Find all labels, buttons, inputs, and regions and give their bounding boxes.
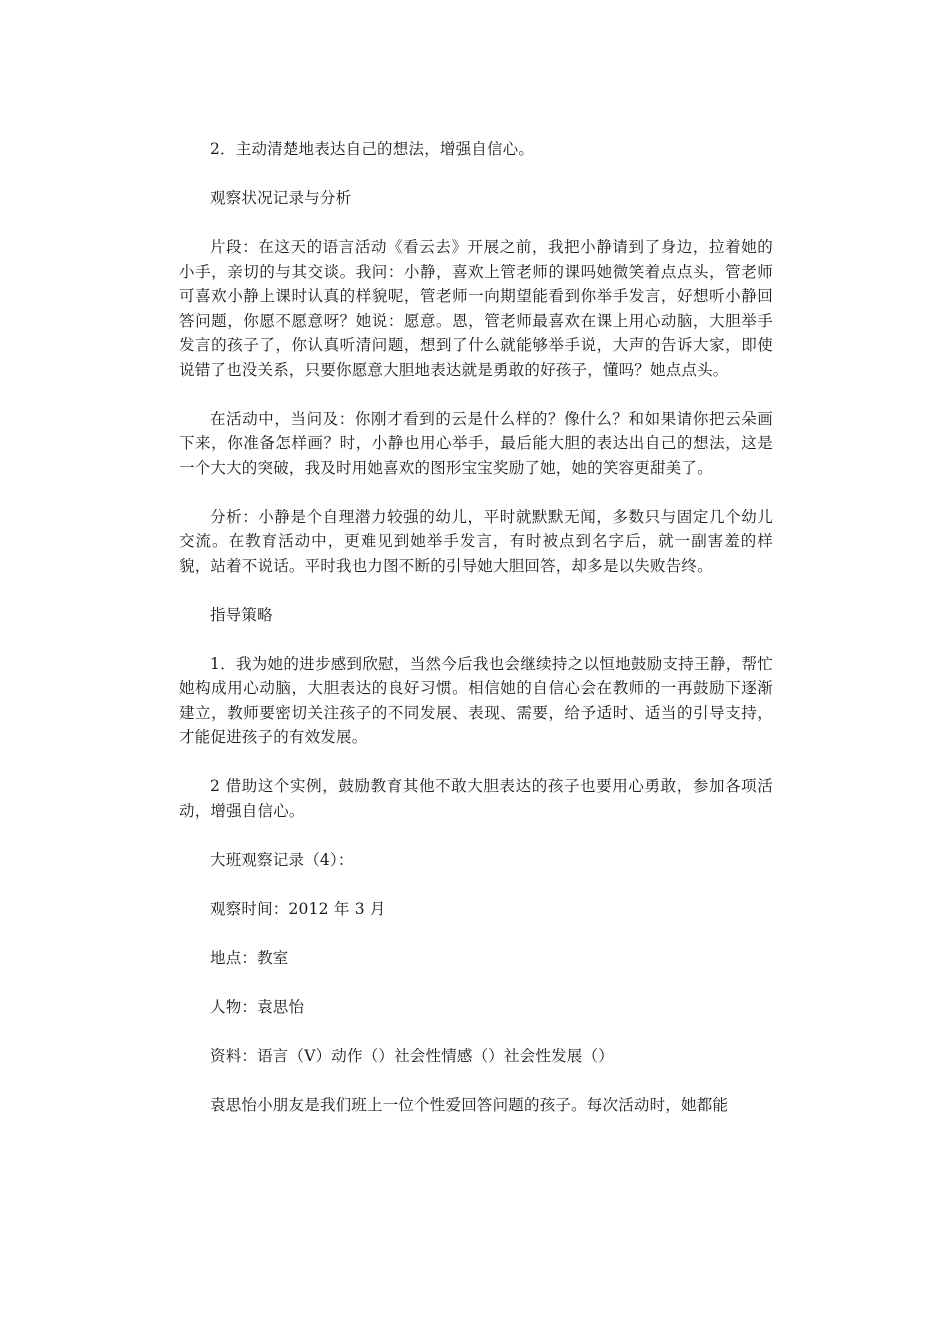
heading-guidance-strategy: 指导策略	[210, 605, 273, 624]
field-location: 地点：教室	[210, 948, 289, 967]
paragraph-strategy-1: 1．我为她的进步感到欣慰，当然今后我也会继续持之以恒地鼓励支持王静，帮忙她构成用心动脑，大胆表达的良好习惯。相信她的自信心会在教师的一再鼓励下逐渐建立，教师要密切关注孩子的不同发展、表现、需要，给予适时、适当的引导支持，才能促进孩子的有效发展。	[179, 654, 773, 746]
document-body	[179, 137, 773, 1142]
heading-observation-record: 观察状况记录与分析	[210, 189, 352, 207]
field-observation-time: 观察时间：2012 年 3 月	[210, 899, 386, 918]
paragraph-intro-yuan: 袁思怡小朋友是我们班上一位个性爱回答问题的孩子。每次活动时，她都能	[210, 1095, 729, 1114]
heading-record-4: 大班观察记录（4）：	[210, 850, 354, 869]
paragraph-fragment: 片段：在这天的语言活动《看云去》开展之前，我把小静请到了身边，拉着她的小手，亲切的与其交谈。我问：小静，喜欢上管老师的课吗她微笑着点点头，管老师可喜欢小静上课时认真的样貌呢，管老师一向期望能看到你举手发言，好想听小静回答问题，你愿不愿意呀？她说：愿意。恩，管老师最喜欢在课上用心动脑，大胆举手发言的孩子了，你认真听清问题，想到了什么就能够举手说，大声的告诉大家，即使说错了也没关系，只要你愿意大胆地表达就是勇敢的好孩子，懂吗？她点点头。	[179, 238, 773, 379]
paragraph-in-activity: 在活动中，当问及：你刚才看到的云是什么样的？像什么？和如果请你把云朵画下来，你准备怎样画？时，小静也用心举手，最后能大胆的表达出自己的想法，这是一个大大的突破，我及时用她喜欢的图形宝宝奖励了她，她的笑容更甜美了。	[179, 409, 773, 477]
field-person: 人物：袁思怡	[210, 997, 305, 1016]
paragraph-goal-2: 2．主动清楚地表达自己的想法，增强自信心。	[210, 140, 535, 158]
paragraph-strategy-2: 2 借助这个实例，鼓励教育其他不敢大胆表达的孩子也要用心勇敢，参加各项活动，增强自信心。	[179, 777, 773, 820]
field-materials: 资料：语言（V）动作（）社会性情感（）社会性发展（）	[210, 1046, 614, 1065]
paragraph-analysis: 分析：小静是个自理潜力较强的幼儿，平时就默默无闻，多数只与固定几个幼儿交流。在教育活动中，更难见到她举手发言，有时被点到名字后，就一副害羞的样貌，站着不说话。平时我也力图不断的引导她大胆回答，却多是以失败告终。	[179, 507, 773, 575]
